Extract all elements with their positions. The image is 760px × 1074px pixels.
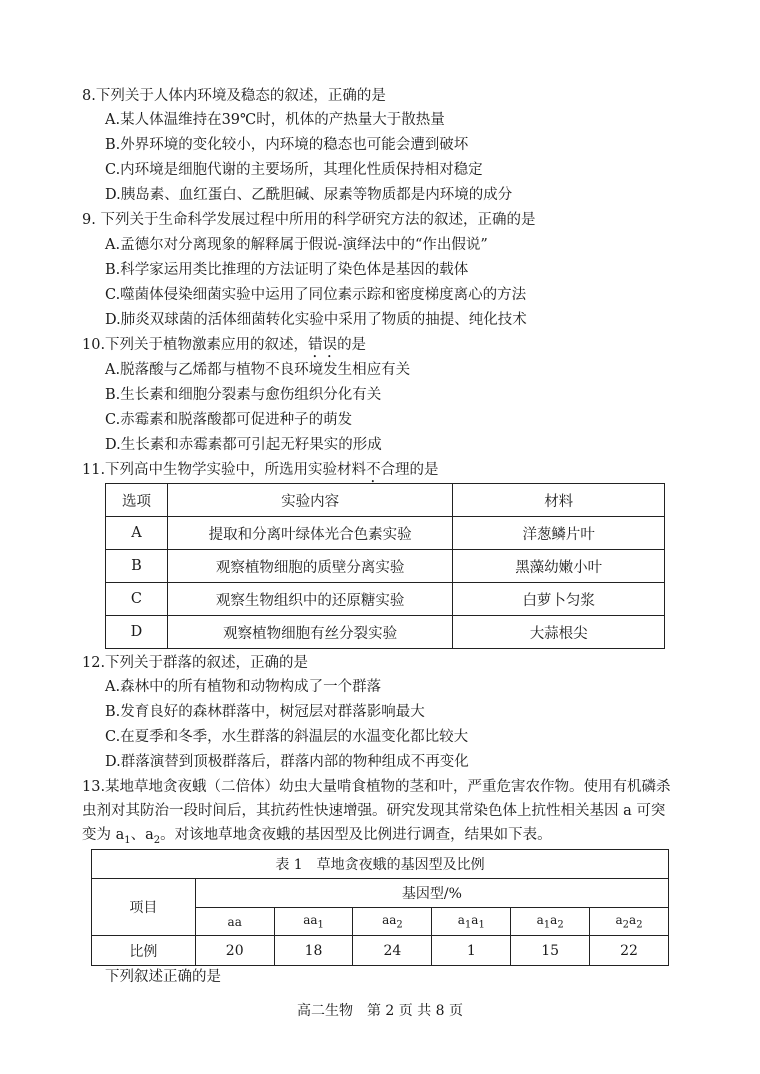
header-cell: 实验内容 [167, 484, 452, 517]
table-cell: 黑藻幼嫩小叶 [453, 550, 665, 583]
q11-table [105, 483, 665, 649]
q8-option-c: C.内环境是细胞代谢的主要场所，其理化性质保持相对稳定 [105, 162, 483, 178]
q12-option-a: A.森林中的所有植物和动物构成了一个群落 [105, 679, 382, 695]
table-cell: 观察植物细胞的质壁分离实验 [167, 550, 452, 583]
q12-option-b: B.发育良好的森林群落中，树冠层对群落影响最大 [105, 704, 425, 720]
ratio-row [92, 936, 669, 966]
table-cell: 观察植物细胞有丝分裂实验 [167, 616, 452, 649]
genotype-cell: $aa_1$ [274, 908, 353, 936]
row-header: 项目 [92, 879, 196, 936]
page-footer: 高二生物 第 2 页 共 8 页 [296, 1003, 464, 1019]
genotype-cell: $aa_2$ [353, 908, 432, 936]
q13-followup: 下列叙述正确的是 [105, 969, 221, 985]
q9-option-a: A.孟德尔对分离现象的解释属于假说-演绎法中的“作出假说” [105, 237, 488, 253]
table-header-row [106, 484, 665, 517]
q13-stem: 13.某地草地贪夜蛾（二倍体）幼虫大量啃食植物的茎和叶，严重危害农作物。使用有机磷杀虫剂对其防治一段时间后，其抗药性快速增强。研究发现其常染色体上抗性相关基因 a 可突变为 $a_1$、$a_2$。对该地草地贪夜蛾的基因型及比例进行调查，结果如下表。 [82, 779, 671, 846]
q9-option-d: D.肺炎双球菌的活体细菌转化实验中采用了物质的抽提、纯化技术 [105, 312, 527, 328]
q12-option-d: D.群落演替到顶极群落后，群落内部的物种组成不再变化 [105, 754, 469, 770]
q12-option-c: C.在夏季和冬季，水生群落的斜温层的水温变化都比较大 [105, 729, 469, 745]
group-header: 基因型/% [195, 879, 668, 908]
table-row [106, 550, 665, 583]
q8-option-b: B.外界环境的变化较小，内环境的稳态也可能会遭到破坏 [105, 137, 469, 153]
genotype-cell: $a_1a_1$ [432, 908, 511, 936]
ratio-label: 比例 [92, 936, 196, 966]
q10-option-d: D.生长素和赤霉素都可引起无籽果实的形成 [105, 437, 382, 453]
q8-option-a: A.某人体温维持在39℃时，机体的产热量大于散热量 [105, 112, 445, 128]
emphasis-text: 不 [366, 462, 381, 478]
genotype-cell: $a_2a_2$ [590, 908, 669, 936]
table-cell: 提取和分离叶绿体光合色素实验 [167, 517, 452, 550]
genotype-cell: aa [195, 908, 274, 936]
table-row [106, 517, 665, 550]
table-cell: C [106, 583, 168, 616]
q9-option-b: B.科学家运用类比推理的方法证明了染色体是基因的载体 [105, 262, 469, 278]
table-row [106, 583, 665, 616]
table-cell: 观察生物组织中的还原糖实验 [167, 583, 452, 616]
table-cell: 洋葱鳞片叶 [453, 517, 665, 550]
ratio-cell: 18 [274, 936, 353, 966]
table-header-row [92, 879, 669, 908]
ratio-cell: 15 [511, 936, 590, 966]
ratio-cell: 24 [353, 936, 432, 966]
ratio-cell: 22 [590, 936, 669, 966]
table-cell: 大蒜根尖 [453, 616, 665, 649]
q8-stem: 8.下列关于人体内环境及稳态的叙述，正确的是 [82, 88, 386, 104]
emphasis-text: 错误 [308, 337, 338, 353]
table-cell: D [106, 616, 168, 649]
q9-stem: 9. 下列关于生命科学发展过程中所用的科学研究方法的叙述，正确的是 [82, 212, 536, 228]
q10-stem: 10.下列关于植物激素应用的叙述，错误的是 [82, 337, 367, 353]
table-title-row [92, 850, 669, 879]
q10-option-c: C.赤霉素和脱落酸都可促进种子的萌发 [105, 412, 353, 428]
table-cell: B [106, 550, 168, 583]
genotype-cell: $a_1a_2$ [511, 908, 590, 936]
header-cell: 选项 [106, 484, 168, 517]
q12-stem: 12.下列关于群落的叙述，正确的是 [82, 655, 309, 671]
q13-table [91, 849, 669, 966]
q11-stem: 11.下列高中生物学实验中，所选用实验材料不合理的是 [82, 462, 439, 478]
table-row [106, 616, 665, 649]
table-cell: 白萝卜匀浆 [453, 583, 665, 616]
q8-option-d: D.胰岛素、血红蛋白、乙酰胆碱、尿素等物质都是内环境的成分 [105, 187, 513, 203]
q10-option-a: A.脱落酸与乙烯都与植物不良环境发生相应有关 [105, 362, 411, 378]
table-title: 表 1 草地贪夜蛾的基因型及比例 [92, 850, 669, 879]
q10-option-b: B.生长素和细胞分裂素与愈伤组织分化有关 [105, 387, 382, 403]
header-cell: 材料 [453, 484, 665, 517]
ratio-cell: 1 [432, 936, 511, 966]
ratio-cell: 20 [195, 936, 274, 966]
table-cell: A [106, 517, 168, 550]
q9-option-c: C.噬菌体侵染细菌实验中运用了同位素示踪和密度梯度离心的方法 [105, 287, 527, 303]
